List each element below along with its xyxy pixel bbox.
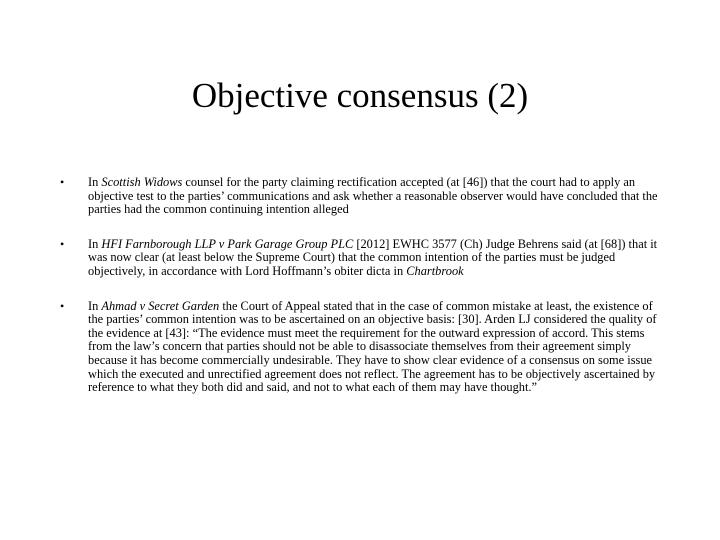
bullet-dot-icon: • — [60, 175, 65, 189]
bullet-item — [60, 300, 660, 395]
case-name: Scottish Widows — [101, 175, 183, 189]
bullet-text — [88, 237, 657, 278]
bullet-text-part: counsel for the party claiming rectification accepted (at [46]) that the court had to apply an objective test to the parties’ communications and ask whether a reasonable observer would have concluded that the parties had the common continuing intention alleged — [88, 175, 658, 217]
case-name: Ahmad v Secret Garden — [101, 298, 220, 313]
bullet-text-part: In — [88, 298, 102, 313]
bullet-item — [60, 176, 660, 217]
bullet-text-part: the Court of Appeal stated that in the case of common mistake at least, the existence of the parties’ common intention was to be ascertained on an objective basis: [30]. Arden LJ considered the quality of the evidence at [43]: “The evidence must meet the requirement for the outward expression of accord. This stems from the law’s concern that parties should not be able to disassociate themselves from their agreement simply because it has become commercially undesirable. They have to show clear evidence of a consensus on some issue which the executed and unrectified agreement does not reflect. The agreement has to be objectively ascertained by reference to what they both did and said, and not to what each of them may have thought.” — [88, 298, 657, 395]
bullet-text-part: [2012] EWHC 3577 (Ch) Judge Behrens said (at [68]) that it was now clear (at least below the Supreme Court) that the common intention of the parties must be judged objectively, in accordance with Lord Hoffmann’s obiter dicta in — [88, 236, 658, 278]
bullet-dot-icon: • — [60, 298, 65, 313]
bullet-text-part: In — [88, 236, 102, 251]
bullet-list — [60, 176, 660, 416]
bullet-text — [88, 299, 657, 395]
case-name: HFI Farnborough LLP v Park Garage Group PLC — [101, 236, 354, 251]
slide-title: Objective consensus (2) — [191, 76, 529, 115]
bullet-text-part: In — [88, 175, 102, 189]
case-name: Chartbrook — [406, 263, 464, 278]
bullet-item — [60, 238, 660, 279]
bullet-text — [88, 175, 658, 216]
bullet-dot-icon: • — [60, 236, 65, 251]
